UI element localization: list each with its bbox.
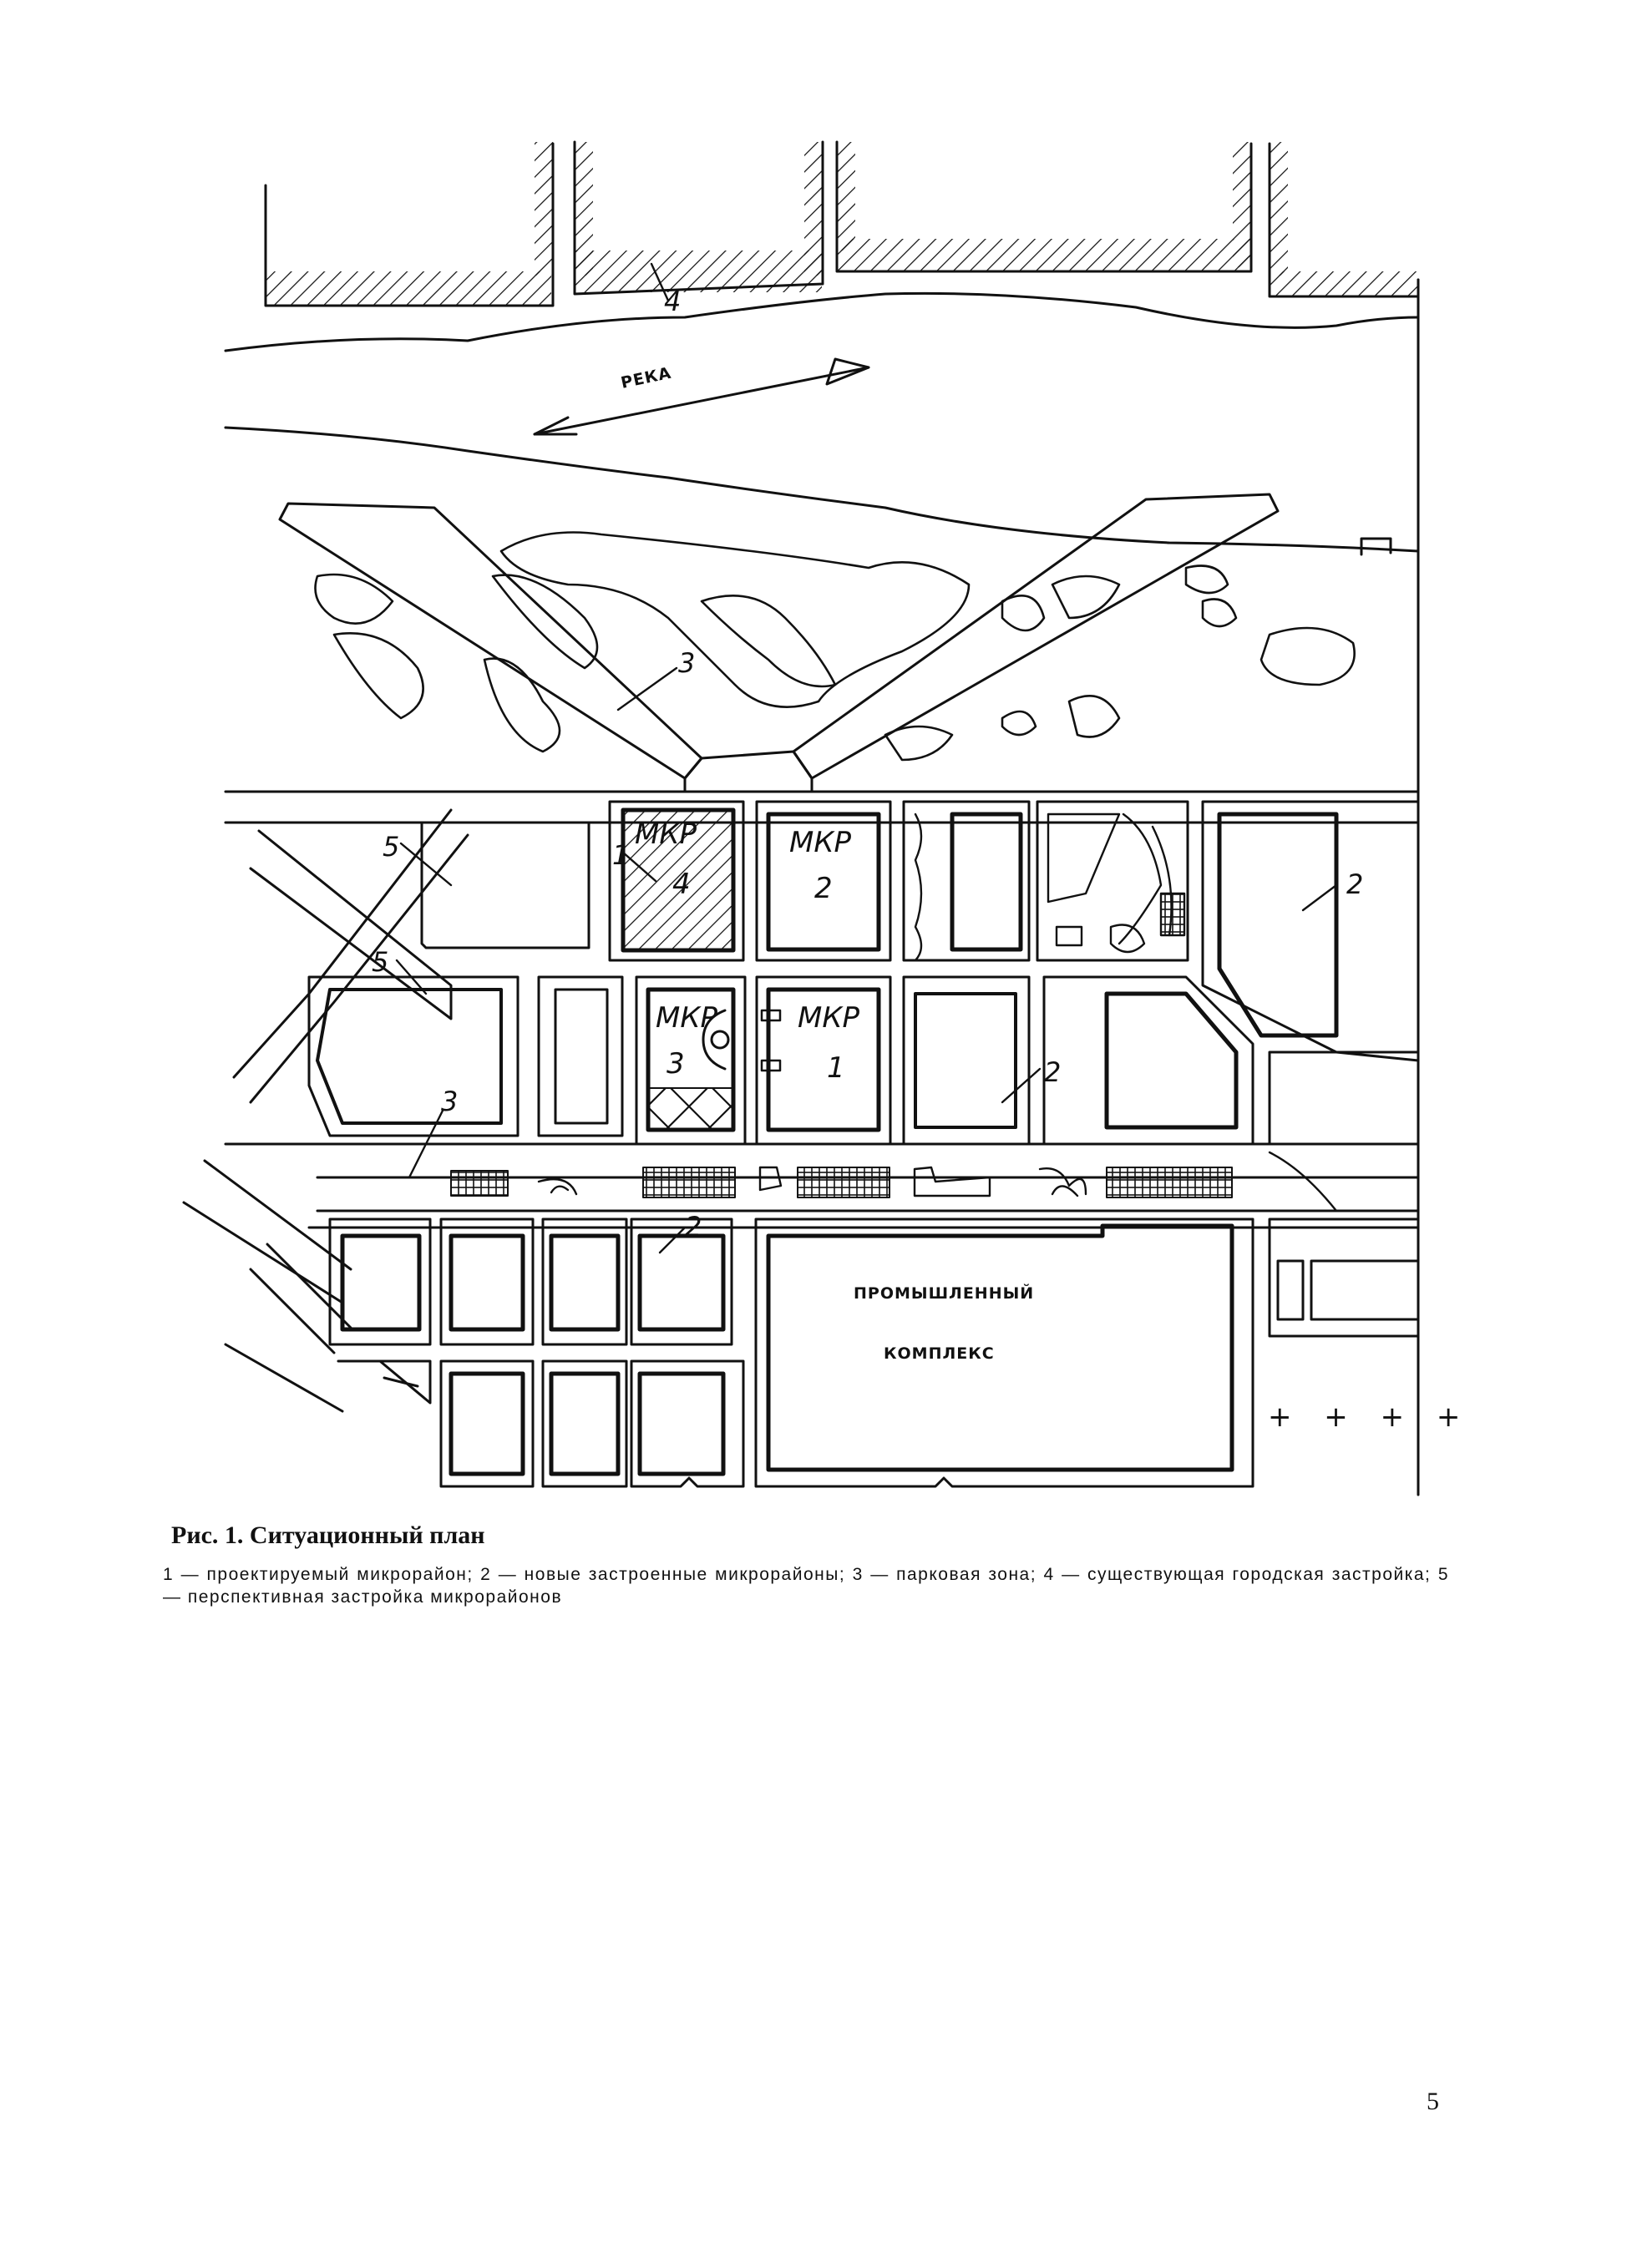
embankment-avenues: [280, 494, 1391, 792]
callout-1-project: 1: [612, 839, 630, 871]
industrial-complex-block: [756, 1219, 1253, 1486]
mkr-3-word: МКР: [656, 1001, 717, 1035]
callout-5-top: 5: [383, 831, 400, 863]
callout-3-park: 3: [678, 647, 696, 679]
blocks-row-2: [309, 977, 1418, 1144]
boulevard-strip: [309, 1152, 1418, 1211]
callout-2-right: 2: [1346, 868, 1364, 900]
page-number: 5: [1427, 2088, 1439, 2115]
existing-development: [266, 142, 1418, 1495]
blocks-row-1: [422, 802, 1418, 1061]
mkr-1-number: 1: [827, 1051, 845, 1085]
figure-legend: 1 — проектируемый микрорайон; 2 — новые застроенные микрорайоны; 3 — парковая зона; 4 — существующая городская застройка; 5 — перспективная застройка микрорайонов: [163, 1565, 1449, 1607]
mkr-4-number: 4: [672, 868, 691, 901]
callout-2-middle: 2: [1044, 1056, 1062, 1088]
mkr-2-word: МКР: [789, 826, 851, 859]
river-label: РЕКА: [619, 363, 673, 392]
park-zone-outlines: [316, 533, 1355, 761]
mkr-1-word: МКР: [798, 1001, 859, 1035]
mkr-4-word: МКР: [635, 818, 697, 851]
callout-5-lower: 5: [372, 946, 389, 978]
callout-3-lower: 3: [441, 1086, 459, 1117]
park-detail-row-1: [915, 814, 1184, 960]
mkr-2-number: 2: [814, 872, 833, 905]
river: [226, 293, 1418, 551]
mkr-3-number: 3: [667, 1047, 685, 1081]
industrial-label-line1: ПРОМЫШЛЕННЫЙ: [854, 1284, 1035, 1303]
industrial-label-line2: КОМПЛЕКС: [884, 1344, 995, 1363]
river-flow-arrow: [535, 359, 869, 434]
figure-title: Рис. 1. Ситуационный план: [171, 1521, 485, 1549]
callout-4-existing: 4: [664, 286, 682, 317]
railway-crosses: + + + +: [1268, 1400, 1472, 1434]
callout-2-bottom: 2: [685, 1211, 702, 1243]
blocks-row-4: [226, 1344, 743, 1486]
